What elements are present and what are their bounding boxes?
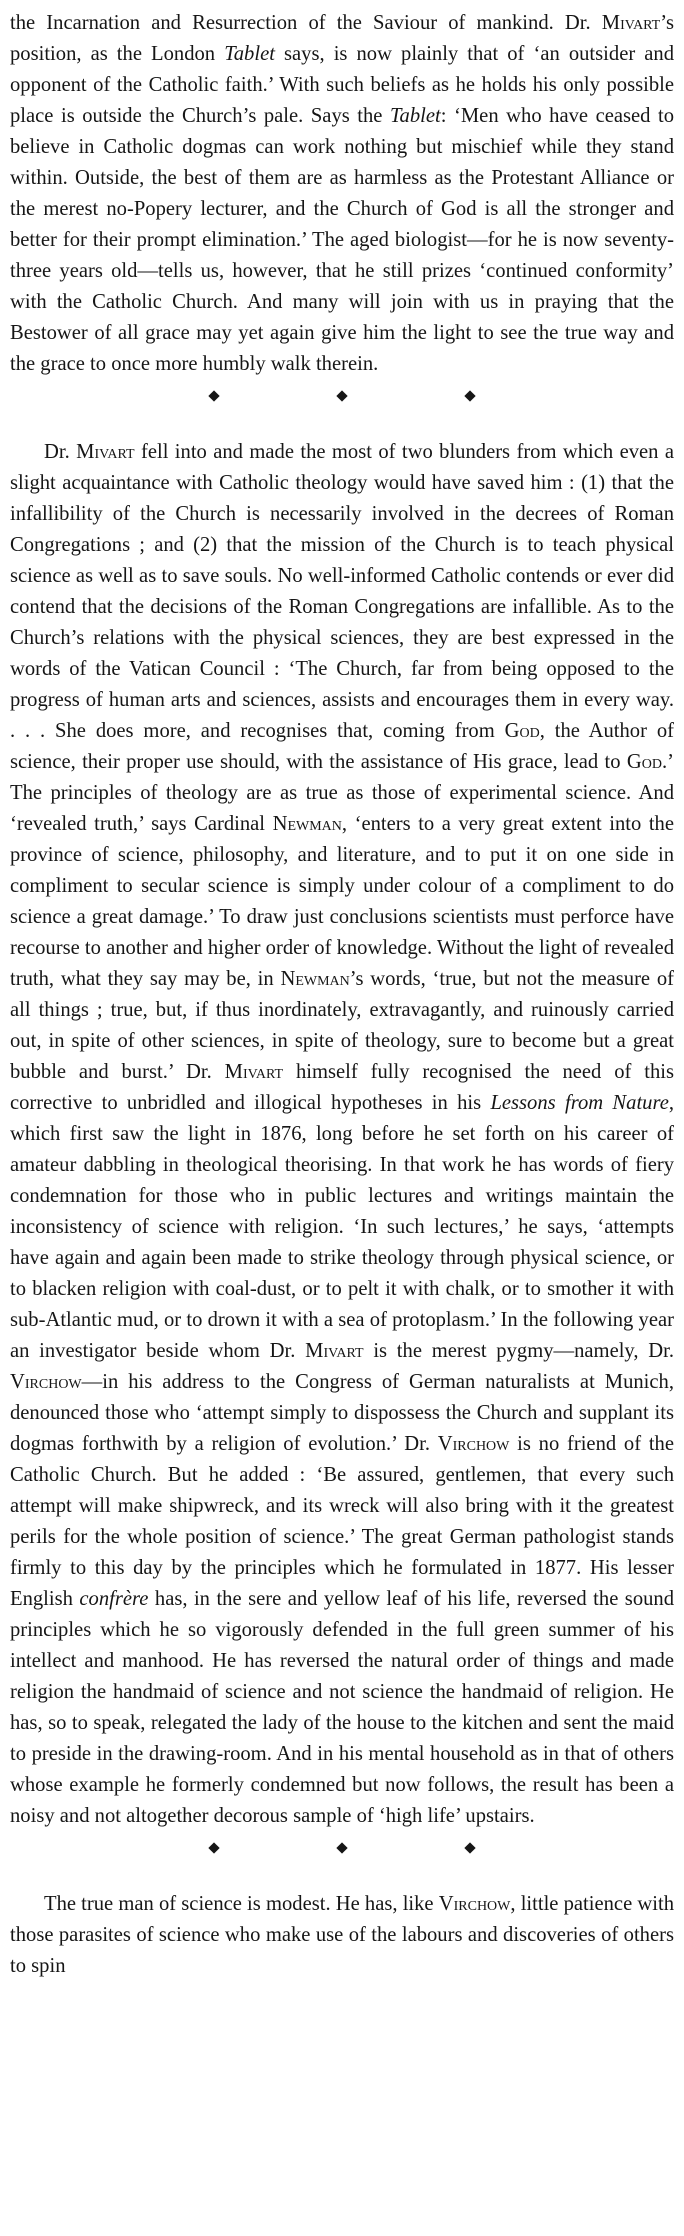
paragraph-1 [10,8,674,380]
name-mivart: Mivart [305,1340,364,1362]
text-run: himself fully recognised the need of this corrective to unbridled and illogical hypotheses in his [10,1061,674,1114]
name-virchow: Virchow [438,1893,511,1915]
text-run: fell into and made the most of two blunders from which even a slight acquaintance with Catholic theology would have saved him : (1) that the infallibility of the Church is necessarily involved in the decrees of Roman Congregations ; and (2) that the mission of the Church is to teach physical science as well as to save souls. No well-informed Catholic contends or ever did contend that the decisions of the Roman Congregations are infallible. As to the Church’s relations with the physical sciences, they are best expressed in the words of the Vatican Council : ‘The Church, far from being opposed to the progress of human arts and sciences, assists and encourages them in every way. . . . She does more, and recognises that, coming from [10,441,675,742]
text-run: .’ The principles of theology are as true as those of experimental science. And ‘revealed truth,’ says Cardinal [10,751,674,835]
text-run: the Incarnation and Resurrection of the Saviour of mankind. Dr. [10,12,602,34]
text-run: —in his address to the Congress of German naturalists at Munich, denounced those who ‘attempt simply to dispossess the Church and supplant its dogmas forthwith by a religion of evolution.’ Dr. [10,1371,674,1455]
text-run: has, in the sere and yellow leaf of his life, reversed the sound principles which he so vigorously defended in the full green summer of his intellect and manhood. He has reversed the natural order of things and made religion the handmaid of science and not science the handmaid of religion. He has, so to speak, relegated the lady of the house to the kitchen and sent the maid to preside in the drawing-room. And in his mental household as in that of others whose example he formerly condemned but now follows, the result has been a noisy and not altogether decorous sample of ‘high life’ upstairs. [10,1588,675,1827]
title-tablet: Tablet [224,43,275,65]
text-run: is no friend of the Catholic Church. But he added : ‘Be assured, gentlemen, that every such attempt will make shipwreck, and its wreck will also bring with it the greatest perils for the whole position of science.’ The great German pathologist stands firmly to this day by the principles which he formulated in 1877. His lesser English [10,1433,674,1610]
text-run: , the Author of science, their proper use should, with the assistance of His grace, lead to [10,720,674,773]
text-run: is the merest pygmy—namely, Dr. [363,1340,675,1362]
asterism-mark [464,390,475,401]
name-mivart: Mivart [76,441,135,463]
spacer [10,411,674,437]
asterism-mark [208,1842,219,1853]
section-divider [10,1832,674,1863]
text-run: : ‘Men who have ceased to believe in Catholic dogmas can work nothing but mischief while they stand within. Outside, the best of them are as harmless as the Protestant Alliance or the merest no-Popery lecturer, and the Church of God is all the stronger and better for their prompt elimination.’ The aged biologist—for he is now seventy-three years old—tells us, however, that he still prizes ‘continued conformity’ with the Catholic Church. And many will join with us in praying that the Bestower of all grace may yet again give him the light to see the true way and the grace to once more humbly walk therein. [10,105,674,375]
name-newman: Newman [280,968,350,990]
text-run: , ‘enters to a very great extent into the province of science, philosophy, and literature, and to put it on one side in compliment to secular science is simply under colour of a compliment to do science a great damage.’ To draw just conclusions scientists must perforce have recourse to another and higher order of knowledge. Without the light of revealed truth, what they say may be, in [10,813,674,990]
name-god: God [504,720,540,742]
name-mivart: Mivart [601,12,661,34]
paragraph-2 [10,437,674,1832]
text-run: , which first saw the light in 1876, long before he set forth on his career of amateur dabbling in theological theorising. In that work he has words of fiery condemnation for those who in public lectures and writings maintain the inconsistency of science with religion. ‘In such lectures,’ he says, ‘attempts have again and again been made to strike theology through physical science, or to blacken religion with coal-dust, or to pelt it with chalk, or to smother it with sub-Atlantic mud, or to drown it with a sea of protoplasm.’ In the following year an investigator beside whom Dr. [10,1092,675,1362]
name-newman: Newman [272,813,342,835]
title-tablet: Tablet [390,105,441,127]
asterism-mark [336,390,347,401]
asterism-mark [464,1842,475,1853]
name-virchow: Virchow [437,1433,510,1455]
name-god: God [626,751,662,773]
name-virchow: Virchow [10,1371,82,1393]
title-lessons-from-nature: Lessons from Nature [490,1092,669,1114]
name-mivart: Mivart [224,1061,284,1083]
text-run: Dr. [44,441,77,463]
asterism-mark [336,1842,347,1853]
text-run: ’s words, ‘true, but not the measure of all things ; true, but, if thus inordinately, extravagantly, and ruinously carried out, in spite of other sciences, in spite of theology, sure to become but a great bubble and burst.’ Dr. [10,968,674,1083]
section-divider [10,380,674,411]
text-run: says, is now plainly that of ‘an outsider and opponent of the Catholic faith.’ With such beliefs as he holds his only possible place is outside the Church’s pale. Says the [10,43,674,127]
word-confrere: confrère [79,1588,149,1610]
text-run: ’s position, as the London [10,12,674,65]
asterism-mark [208,390,219,401]
text-run: The true man of science is modest. He has, like [44,1893,439,1915]
paragraph-3 [10,1889,674,1982]
spacer [10,1863,674,1889]
text-run: , little patience with those parasites of science who make use of the labours and discoveries of others to spin [10,1893,674,1977]
